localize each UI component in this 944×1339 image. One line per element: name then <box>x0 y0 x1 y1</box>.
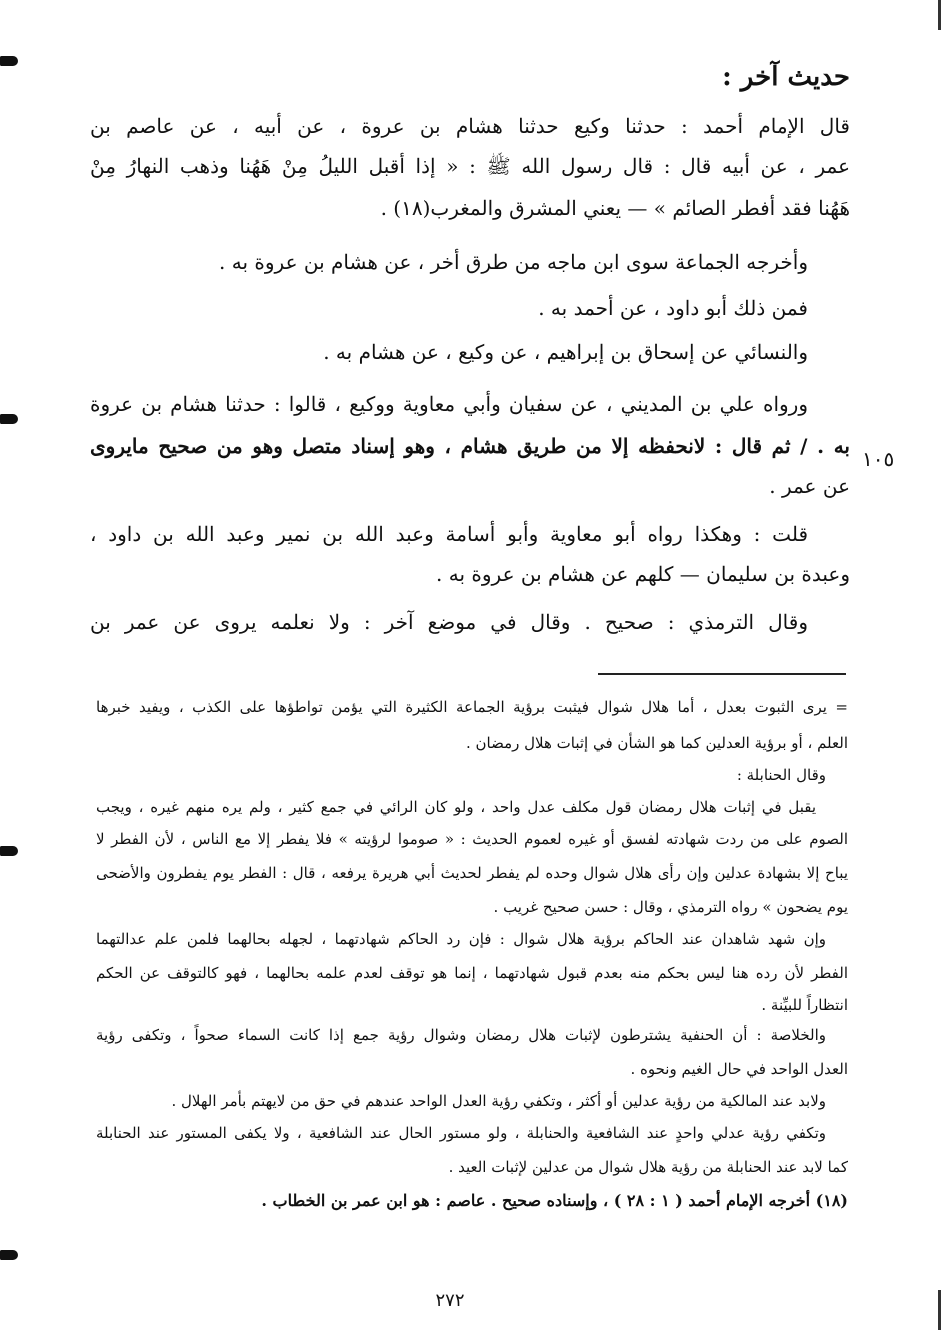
body-line: قال الإمام أحمد : حدثنا وكيع حدثنا هشام بن عروة ، عن أبيه ، عن عاصم بن <box>90 114 850 138</box>
footnote-line: = يرى الثبوت بعدل ، أما هلال شوال فيثبت برؤية الجماعة الكثيرة التي يؤمن تواطؤها على الكذب ، ويفيد خبرها <box>96 698 848 716</box>
body-line: والنسائي عن إسحاق بن إبراهيم ، عن وكيع ، عن هشام به . <box>323 340 808 364</box>
scan-edge-mark <box>0 56 18 66</box>
section-heading: حديث آخر : <box>722 62 850 92</box>
footnote-line: يباح إلا بشهادة عدلين وإن رأى هلال شوال وحده لم يفطر لحديث أبي هريرة يرفعه ، قال : الفطر يوم يفطرون والأضحى <box>96 864 848 882</box>
footnote-line: وقال الحنابلة : <box>736 766 826 784</box>
scan-edge-mark <box>0 846 18 856</box>
body-line: وقال الترمذي : صحيح . وقال في موضع آخر : ولا نعلمه يروى عن عمر بن <box>90 610 808 634</box>
footnote-line: والخلاصة : أن الحنفية يشترطون لإثبات هلال رمضان وشوال رؤية جمع إذا كانت السماء صحواً ، وتكفى رؤية <box>96 1026 826 1044</box>
body-line: هَهُنا فقد أفطر الصائم » — يعني المشرق والمغرب(١٨) . <box>380 196 850 220</box>
footnote-line: ولابد عند المالكية من رؤية عدلين أو أكثر ، وتكفي رؤية العدل الواحد عندهم في حق من لايهتم بأمر الهلال . <box>171 1092 826 1110</box>
footnote-line: الصوم على من ردت شهادته لفسق أو غيره لعموم الحديث : « صوموا لرؤيته » فلا يفطر إلا مع الناس ، لأن الفطر لا <box>96 830 848 848</box>
footnote-line: يوم يضحون » رواه الترمذي ، وقال : حسن صحيح غريب . <box>493 898 848 916</box>
scan-edge-mark <box>0 1250 18 1260</box>
footnote-line: انتظاراً للبيِّنة . <box>761 996 848 1014</box>
footnote-line: العلم ، أو برؤية العدلين كما هو الشأن في إثبات هلال رمضان . <box>465 734 848 752</box>
body-line: به . / ثم قال : لانحفظه إلا من طريق هشام ، وهو إسناد متصل وهو من صحيح مايروى <box>90 434 850 458</box>
footnote-separator <box>598 673 846 675</box>
footnote-line: العدل الواحد في حال الغيم ونحوه . <box>630 1060 848 1078</box>
footnote-line: كما لابد عند الحنابلة من رؤية هلال شوال من عدلين لإثبات العيد . <box>448 1158 848 1176</box>
margin-page-reference: ١٠٥ <box>862 447 895 471</box>
footnote-line: الفطر لأن رده هنا ليس بحكم منه بعدم قبول شهادتهما ، إنما هو توقف لعدم علمه بحالهما ، فهو كالتوقف عن الحكم <box>96 964 848 982</box>
body-line: ورواه علي بن المديني ، عن سفيان وأبي معاوية ووكيع ، قالوا : حدثنا هشام بن عروة <box>90 392 808 416</box>
body-line: فمن ذلك أبو داود ، عن أحمد به . <box>538 296 808 320</box>
scan-edge-line <box>938 1290 941 1330</box>
scan-edge-line <box>938 0 941 30</box>
footnote-line: يقبل في إثبات هلال رمضان قول مكلف عدل واحد ، ولو كان الرائي في جمع كثير ، ولم يره منهم غيره ، ويجب <box>96 798 816 816</box>
footnote-line: (١٨) أخرجه الإمام أحمد ( ١ : ٢٨ ) ، وإسناده صحيح . عاصم : هو ابن عمر بن الخطاب . <box>261 1191 848 1210</box>
body-line: وأخرجه الجماعة سوى ابن ماجه من طرق أخر ، عن هشام بن عروة به . <box>219 250 808 274</box>
body-line: عن عمر . <box>769 474 850 498</box>
body-line: قلت : وهكذا رواه أبو معاوية وأبو أسامة وعبد الله بن نمير وعبد الله بن داود ، <box>90 522 808 546</box>
page-number: ٢٧٢ <box>435 1290 465 1311</box>
footnote-line: وتكفي رؤية عدلي واحدٍ عند الشافعية والحنابلة ، ولو مستور الحال عند الشافعية ، ولا يكفى المستور عند الحنابلة <box>96 1124 826 1142</box>
body-line: وعبدة بن سليمان — كلهم عن هشام بن عروة به . <box>436 562 850 586</box>
body-line: عمر ، عن أبيه قال : قال رسول الله ﷺ : « إذا أقبل الليلُ مِنْ هَهُنا وذهب النهارُ مِنْ <box>90 154 850 178</box>
scan-edge-mark <box>0 414 18 424</box>
footnote-line: وإن شهد شاهدان عند الحاكم برؤية هلال شوال : فإن رد الحاكم شهادتهما ، لجهله بحالهما فلمن علم عدالتهما <box>96 930 826 948</box>
